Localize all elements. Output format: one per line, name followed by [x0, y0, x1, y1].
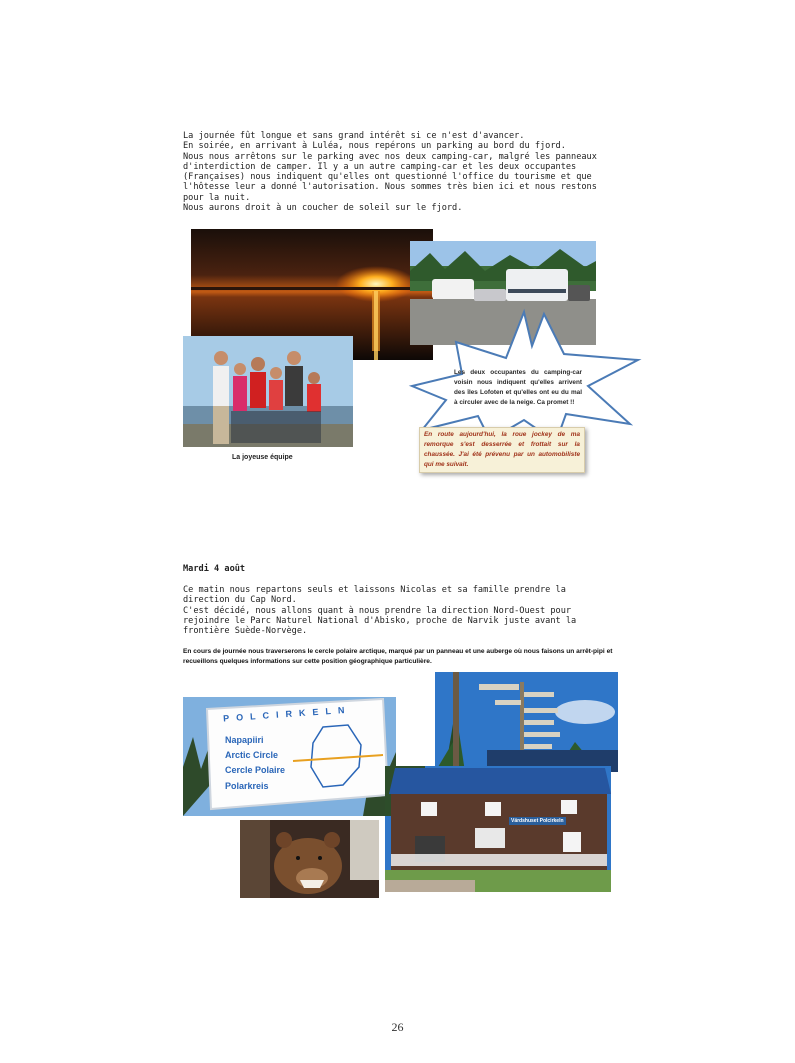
- text-line: l'hôtesse leur a donné l'autorisation. Nous sommes très bien ici et nous restons: [183, 182, 597, 193]
- page-number: 26: [391, 1020, 404, 1034]
- group-caption: La joyeuse équipe: [232, 454, 293, 461]
- text-line: Nous nous arrêtons sur le parking avec nos deux camping-car, malgré les panneaux: [183, 151, 597, 162]
- inn-photo: [385, 766, 611, 892]
- polar-circle-sign-photo: [183, 697, 396, 816]
- sign-title: POLCIRKELN: [222, 704, 352, 724]
- group-photo: [183, 336, 353, 447]
- text-line: En soirée, en arrivant à Luléa, nous repérons un parking au bord du fjord.: [183, 141, 566, 152]
- day-heading: Mardi 4 août: [183, 564, 246, 574]
- text-line: pour la nuit.: [183, 192, 251, 203]
- callout-text: Les deux occupantes du camping-car voisin nous indiquent qu'elles arrivent des îles Lofoten et qu'elles ont eu du mal à circuler avec de la neige. Ca promet !!: [454, 369, 582, 406]
- intro-paragraph: [183, 131, 613, 213]
- note-box: En route aujourd'hui, la roue jockey de ma remorque s'est desserrée et frottait sur la chaussée. J'ai été prévenu par un automobiliste qui me suivait.: [419, 427, 585, 473]
- text-line: d'interdiction de camper. Il y a un autre camping-car et les deux occupantes: [183, 161, 577, 172]
- polar-circle-paragraph: En cours de journée nous traverserons le cercle polaire arctique, marqué par un panneau et une auberge où nous faisons un arrêt-pipi et recueillons quelques informations sur cette position géographique particulière.: [183, 648, 613, 665]
- text-line: Nous aurons droit à un coucher de soleil sur le fjord.: [183, 203, 463, 214]
- text-line: Ce matin nous repartons seuls et laissons Nicolas et sa famille prendre la: [183, 585, 566, 595]
- text-line: C'est décidé, nous allons quant à nous prendre la direction Nord-Ouest pour: [183, 605, 572, 616]
- inn-sign: Värdshuset Polcirkeln: [511, 818, 564, 824]
- sign-line: Arctic Circle: [225, 750, 279, 760]
- day-paragraph: [183, 585, 620, 636]
- signpost-photo: [435, 672, 618, 772]
- text-line: La journée fût longue et sans grand intérêt si ce n'est d'avancer.: [183, 131, 525, 141]
- text-line: direction du Cap Nord.: [183, 595, 297, 606]
- bear-photo: [240, 820, 379, 898]
- sign-line: Napapiiri: [225, 735, 264, 745]
- text-line: rejoindre le Parc Naturel National d'Abisko, proche de Narvik juste avant la: [183, 615, 577, 626]
- text-line: (Françaises) nous indiquent qu'elles ont questionné l'office du tourisme et que: [183, 172, 592, 183]
- sign-line: Cercle Polaire: [225, 765, 286, 775]
- sign-line: Polarkreis: [225, 781, 269, 791]
- text-line: frontière Suède-Norvège.: [183, 626, 308, 637]
